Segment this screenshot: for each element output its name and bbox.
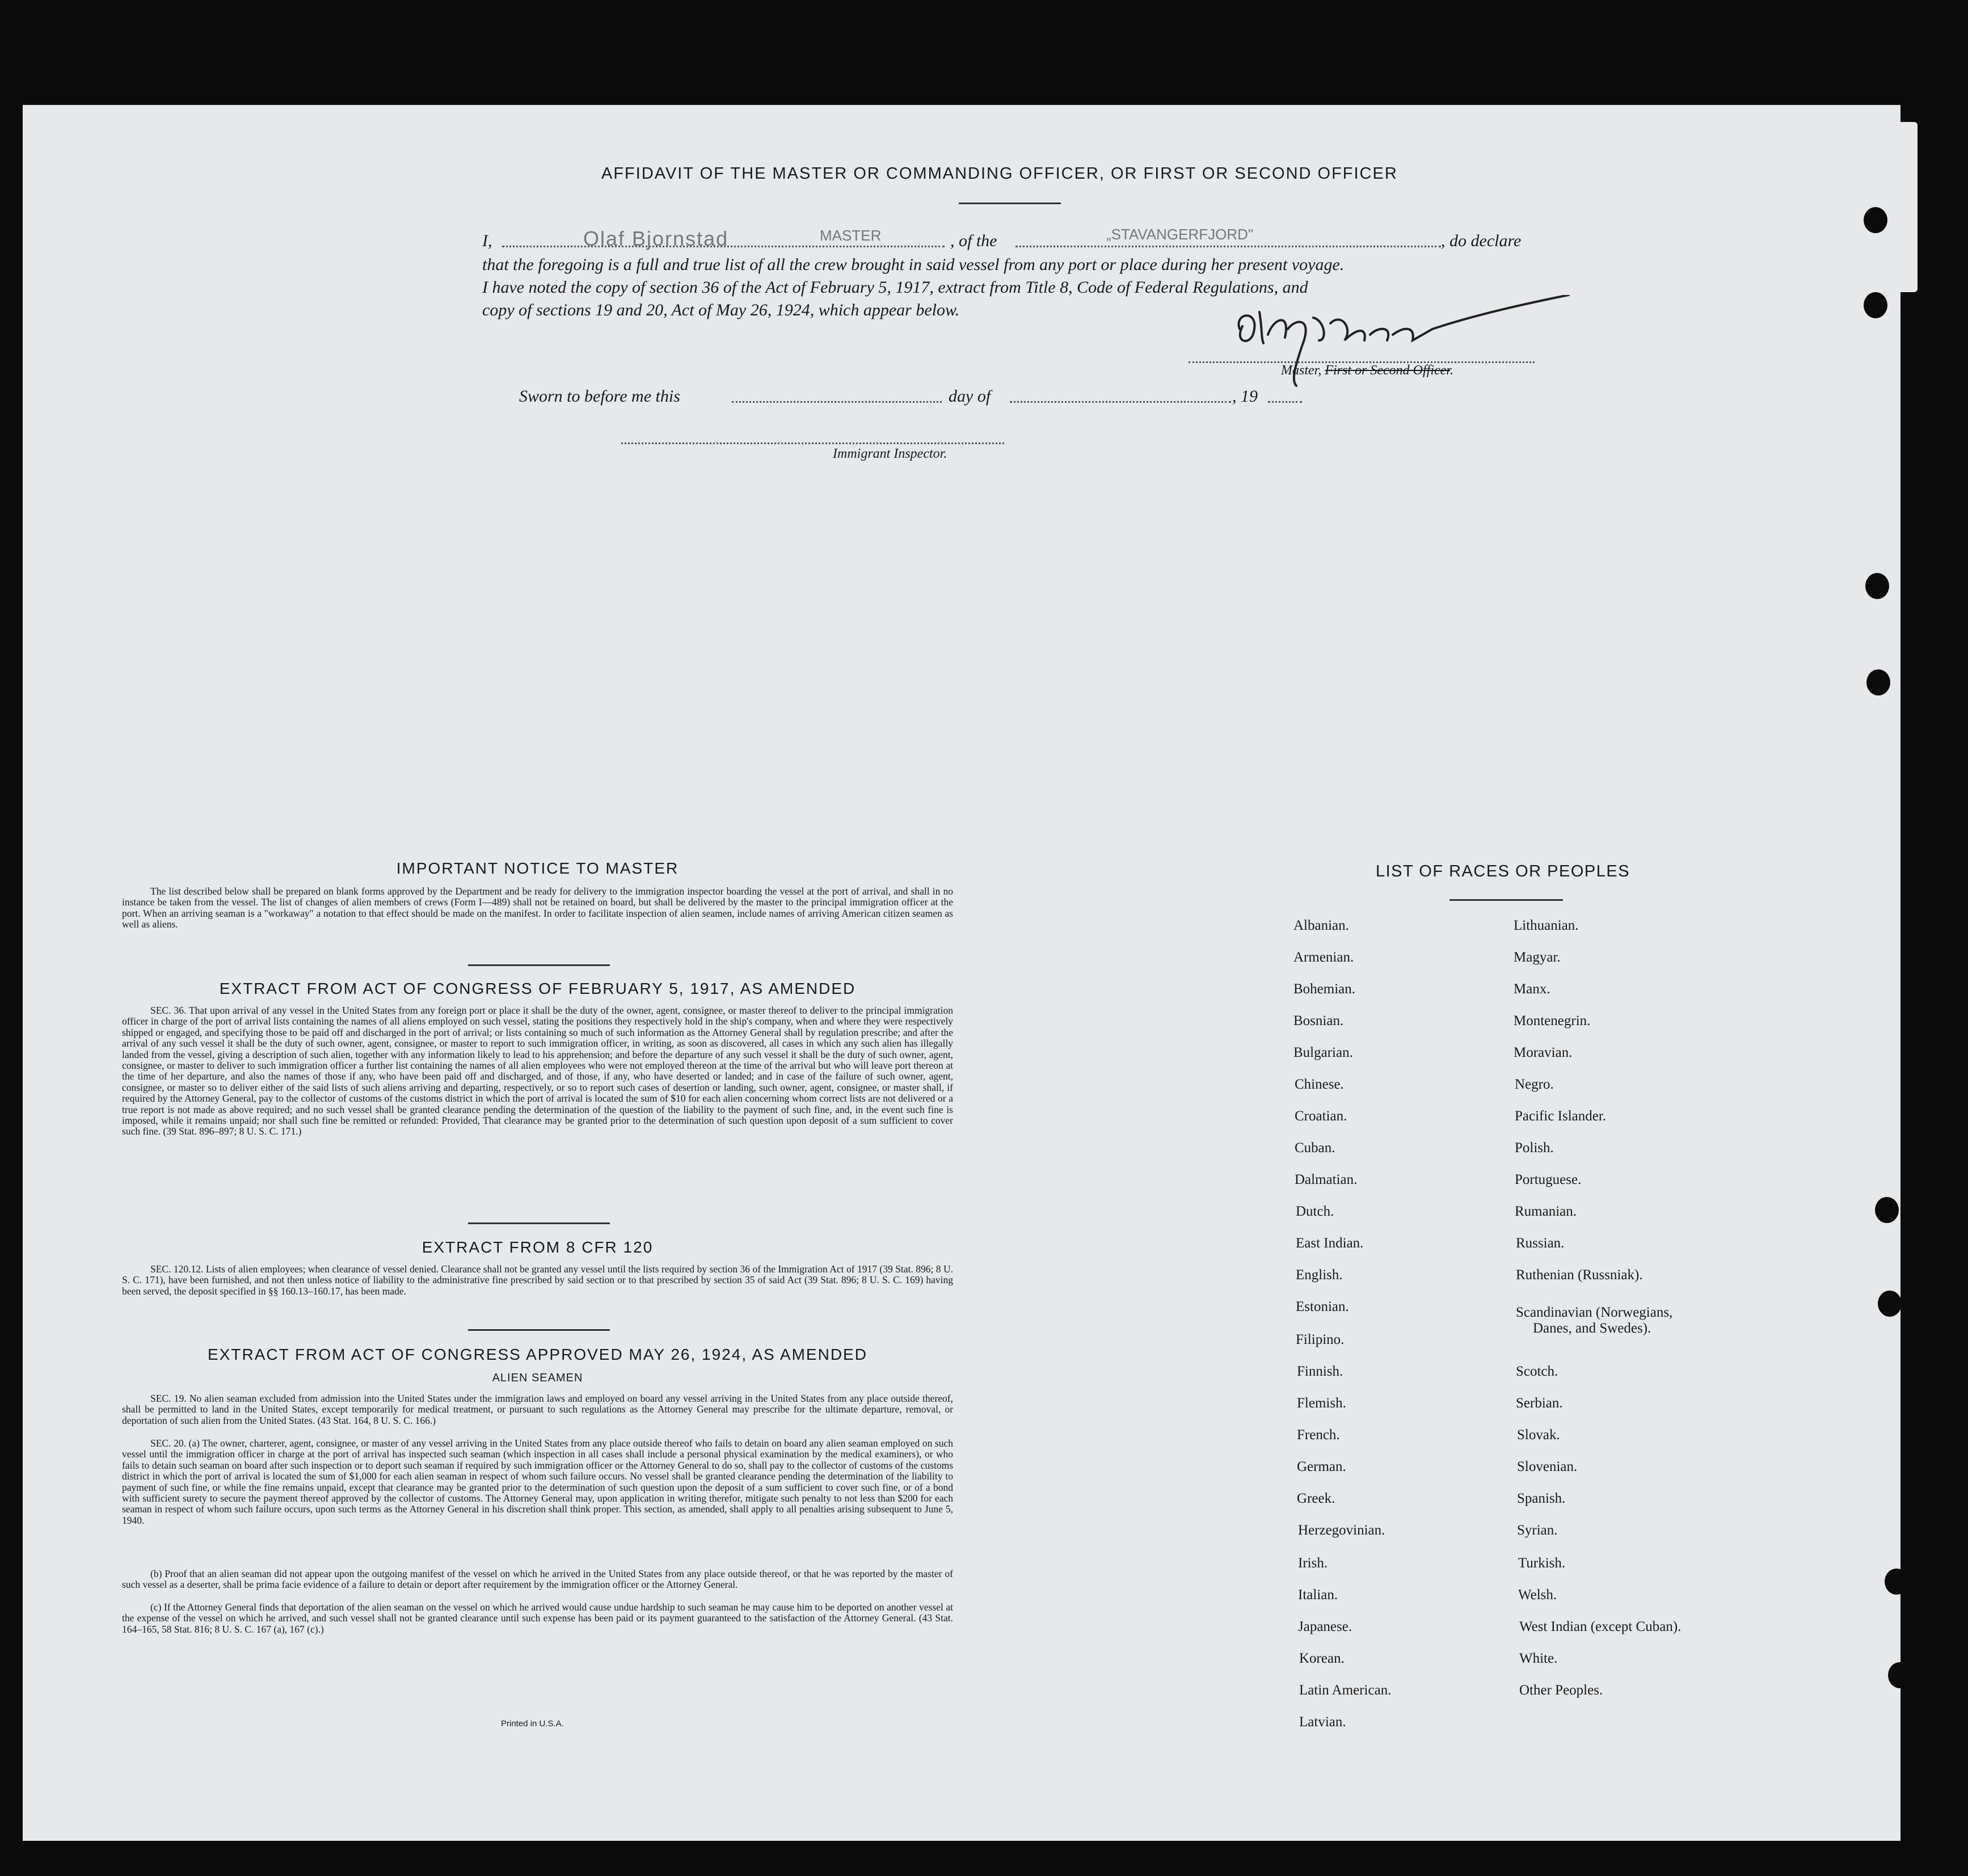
race-item: Bosnian.: [1293, 1013, 1344, 1028]
race-item: Dutch.: [1296, 1204, 1334, 1219]
race-item: Dalmatian.: [1295, 1172, 1358, 1187]
race-item: Japanese.: [1298, 1619, 1352, 1634]
race-item: Montenegrin.: [1514, 1013, 1591, 1028]
notice-body: The list described below shall be prepared on blank forms approved by the Department and be ready for delivery to the immigration inspector boarding the vessel at the port of arrival, and shall in no instance be taken from the vessel. The list of changes of alien members of crews (Form I—489) shall not be retained on board, but shall be delivered by the master to the principal immigration officer at the port. When an arriving seaman is a "workaway" a notation to that effect should be made on the manifest. In order to facilitate inspection of alien seamen, include names of arriving American citizen seamen as well as aliens.: [122, 886, 953, 930]
race-item: Danes, and Swedes).: [1533, 1321, 1651, 1336]
race-item: Korean.: [1299, 1651, 1345, 1666]
race-item: West Indian (except Cuban).: [1519, 1619, 1682, 1634]
race-item: Flemish.: [1297, 1396, 1346, 1411]
race-item: East Indian.: [1296, 1236, 1364, 1251]
races-heading: LIST OF RACES OR PEOPLES: [1376, 862, 1630, 880]
race-item: Cuban.: [1295, 1140, 1335, 1156]
declaration-line-4: copy of sections 19 and 20, Act of May 26, 1924, which appear below.: [482, 301, 960, 319]
sworn-month-line: [1010, 401, 1231, 403]
binder-hole: [1864, 207, 1887, 233]
race-item: Latin American.: [1299, 1683, 1392, 1698]
declaration-line-2: that the foregoing is a full and true list of all the crew brought in said vessel from any port or place during her present voyage.: [482, 255, 1345, 274]
race-item: Turkish.: [1518, 1555, 1566, 1571]
sworn-year-line: [1268, 401, 1302, 403]
race-item: Portuguese.: [1515, 1172, 1582, 1187]
binder-hole: [1864, 292, 1887, 318]
signature-caption: [1281, 363, 1453, 378]
extract-cfr-heading: EXTRACT FROM 8 CFR 120: [422, 1238, 654, 1256]
binder-hole: [1878, 1291, 1902, 1317]
race-item: Scotch.: [1516, 1364, 1558, 1379]
of-the-label: , of the: [950, 231, 997, 250]
race-item: Lithuanian.: [1514, 918, 1579, 933]
race-item: Ruthenian (Russniak).: [1516, 1267, 1643, 1283]
race-item: German.: [1297, 1459, 1346, 1474]
caption-struck: First or Second Officer: [1325, 363, 1450, 378]
rank-filled: MASTER: [820, 227, 882, 244]
race-item: Slovenian.: [1517, 1459, 1578, 1474]
binder-hole: [1865, 573, 1889, 599]
inspector-line: [621, 442, 1004, 444]
sworn-label: Sworn to before me this: [519, 387, 680, 406]
race-item: Latvian.: [1299, 1714, 1346, 1730]
binder-hole: [1875, 1197, 1899, 1223]
race-item: Rumanian.: [1515, 1204, 1577, 1219]
inspector-label: Immigrant Inspector.: [833, 446, 947, 461]
divider: [468, 1222, 610, 1224]
race-item: Serbian.: [1516, 1396, 1563, 1411]
do-declare-label: , do declare: [1441, 231, 1522, 250]
race-item: Russian.: [1516, 1236, 1565, 1251]
day-of-label: day of: [949, 387, 991, 406]
extract-cfr-body: SEC. 120.12. Lists of alien employees; when clearance of vessel denied. Clearance shall not be granted any vessel until the lists required by section 36 of the Immigration Act of 1917 (39 Stat. 896; 8 U. S. C. 171), have been furnished, and not then unless notice of liability to the administrative fine prescribed by said section or to that prescribed by section 35 of said Act (39 Stat. 896; 8 U. S. C. 169) having been served, the deposit specified in §§ 160.13–160.17, has been made.: [122, 1263, 953, 1297]
race-item: Herzegovinian.: [1298, 1523, 1385, 1538]
race-item: Spanish.: [1517, 1491, 1566, 1506]
sec-20a-body: SEC. 20. (a) The owner, charterer, agent, consignee, or master of any vessel arriving in the United States from any place outside thereof who fails to detain on board any alien seaman employed on such vessel until the immigration officer in charge at the port of arrival has inspected such seaman (which inspection in all cases shall include a personal physical examination by the medical examiners), or who fails to detain such seaman on board after such inspection or to deport such seaman if required by such immigration officer or the Attorney General to do so, shall pay to the collector of customs of the customs district in which the port of arrival is located the sum of $1,000 for each alien seaman in respect of whom such failure occurs. No vessel shall be granted clearance pending the determination of the liability to payment of such fine, or while the fine remains unpaid, except that clearance may be granted prior to the determination of such question upon the deposit of a sum sufficient to cover such fine, or of a bond with sufficient surety to secure the payment thereof approved by the collector of customs. The Attorney General may, upon application in writing therefor, mitigate such penalty to not less than $200 for each seaman in respect of whom such failure occurs, upon such terms as the Attorney General in his discretion shall think proper. This section, as amended, shall apply to all penalties arising subsequent to June 5, 1940.: [122, 1437, 953, 1526]
race-item: Chinese.: [1295, 1077, 1344, 1092]
extract-1917-body: SEC. 36. That upon arrival of any vessel in the United States from any foreign port or place it shall be the duty of the owner, agent, consignee, or master thereof to deliver to the principal immigration officer in charge of the port of arrival lists containing the names of all aliens employed on such vessel, stating the positions they respectively hold in the ship's company, when and where they were respectively shipped or engaged, and specifying those to be paid off and discharged in the port of arrival; or lists containing so much of such information as the Attorney General shall by regulation prescribe; and after the arrival of any such vessel it shall be the duty of such owner, agent, consignee, or master to report to such immigration officer, in writing, as soon as discovered, all cases in which any such alien has illegally landed from the vessel, giving a description of such alien, together with any information likely to lead to his apprehension; and before the departure of any such vessel it shall be the duty of such owner, agent, consignee, or master to deliver to such immigration officer a further list containing the names of all alien employees who were not employed thereon at the time of the arrival but who will leave port thereon at the time of her departure, and also the names of those if any, who have been paid off and discharged, and of those, if any, who have deserted or landed; and in case of the failure of such owner, agent, consignee, or master so to deliver either of the said lists of such aliens arriving and departing, respectively, or so to report such cases of desertion or landing, such owner, agent, consignee, or master shall, if required by the Attorney General, pay to the collector of customs of the customs district in which the port of arrival is located the sum of $10 for each alien concerning whom correct lists are not delivered or a true report is not made as above required; and no such vessel shall be granted clearance pending the determination of the question of the liability to the payment of such fine, and, in the event such fine is imposed, while it remains unpaid; nor shall such fine be remitted or refunded: Provided, That clearance may be granted prior to the determination of such question upon deposit of a sum sufficient to cover such fine. (39 Stat. 896–897; 8 U. S. C. 171.): [122, 1005, 953, 1137]
race-item: Finnish.: [1297, 1364, 1343, 1379]
race-item: Negro.: [1515, 1077, 1554, 1092]
race-item: French.: [1297, 1427, 1340, 1443]
race-item: Italian.: [1298, 1587, 1338, 1603]
race-item: Manx.: [1514, 981, 1550, 997]
affidavit-heading: AFFIDAVIT OF THE MASTER OR COMMANDING OFFICER, OR FIRST OR SECOND OFFICER: [601, 165, 1398, 183]
race-item: Welsh.: [1518, 1587, 1557, 1603]
year-label: , 19: [1232, 387, 1258, 406]
race-item: Bohemian.: [1293, 981, 1356, 997]
race-item: Other Peoples.: [1519, 1683, 1603, 1698]
race-item: Filipino.: [1296, 1332, 1345, 1347]
master-signature: [1228, 295, 1580, 408]
notice-heading: IMPORTANT NOTICE TO MASTER: [396, 859, 679, 877]
race-item: Bulgarian.: [1293, 1045, 1353, 1060]
race-item: Magyar.: [1514, 950, 1561, 965]
divider: [959, 203, 1061, 204]
race-item: Moravian.: [1514, 1045, 1573, 1060]
sec-20b-body: (b) Proof that an alien seaman did not appear upon the outgoing manifest of the vessel on which he arrived in the United States from any place outside thereof, or that he was reported by the master of such vessel as a deserter, shall be prima facie evidence of a failure to detain or deport after requirement by the immigration officer or the Attorney General.: [122, 1568, 953, 1591]
race-item: Greek.: [1297, 1491, 1335, 1506]
divider: [1449, 899, 1563, 901]
i-label: I,: [482, 231, 492, 250]
vessel-line: [1015, 246, 1441, 247]
sec-19-body: SEC. 19. No alien seaman excluded from admission into the United States under the immigration laws and employed on board any vessel arriving in the United States from any place outside thereof, shall be permitted to land in the United States, except temporarily for medical treatment, or pursuant to such regulations as the Attorney General may prescribe for the ultimate departure, removal, or deportation of such alien from the United States. (43 Stat. 164, 8 U. S. C. 166.): [122, 1393, 953, 1426]
name-filled: Olaf Bjornstad: [583, 227, 729, 250]
race-item: Slovak.: [1517, 1427, 1560, 1443]
sec-20c-body: (c) If the Attorney General finds that deportation of the alien seaman on the vessel on which he arrived would cause undue hardship to such seaman he may cause him to be deported on another vessel at the expense of the vessel on which he arrived, and such vessel shall not be granted clearance until such expense has been paid or its payment guaranteed to the satisfaction of the Attorney General. (43 Stat. 164–165, 58 Stat. 816; 8 U. S. C. 167 (a), 167 (c).): [122, 1601, 953, 1635]
caption-end: .: [1449, 363, 1453, 378]
sworn-day-line: [732, 401, 942, 403]
race-item: Polish.: [1515, 1140, 1554, 1156]
binder-hole: [1888, 1662, 1912, 1688]
race-item: Albanian.: [1293, 918, 1349, 933]
binder-hole: [1866, 669, 1890, 695]
printed-in-usa: Printed in U.S.A.: [501, 1719, 564, 1729]
race-item: White.: [1519, 1651, 1558, 1666]
declaration-line-3: I have noted the copy of section 36 of the Act of February 5, 1917, extract from Title 8, Code of Federal Regulations, and: [482, 278, 1308, 297]
race-item: Pacific Islander.: [1515, 1108, 1607, 1124]
race-item: Armenian.: [1293, 950, 1354, 965]
race-item: Scandinavian (Norwegians,: [1516, 1305, 1673, 1320]
race-item: English.: [1296, 1267, 1343, 1283]
alien-seamen-subheading: ALIEN SEAMEN: [492, 1372, 583, 1384]
race-item: Croatian.: [1295, 1108, 1347, 1124]
race-item: Syrian.: [1517, 1523, 1558, 1538]
vessel-filled: „STAVANGERFJORD": [1106, 226, 1254, 243]
divider: [468, 1329, 610, 1331]
binder-hole: [1885, 1569, 1908, 1595]
race-item: Irish.: [1298, 1555, 1328, 1571]
race-item: Estonian.: [1296, 1299, 1349, 1314]
extract-1917-heading: EXTRACT FROM ACT OF CONGRESS OF FEBRUARY 5, 1917, AS AMENDED: [219, 980, 856, 997]
caption-master: Master,: [1281, 363, 1322, 378]
extract-1924-heading: EXTRACT FROM ACT OF CONGRESS APPROVED MAY 26, 1924, AS AMENDED: [208, 1346, 867, 1363]
divider: [468, 964, 610, 966]
